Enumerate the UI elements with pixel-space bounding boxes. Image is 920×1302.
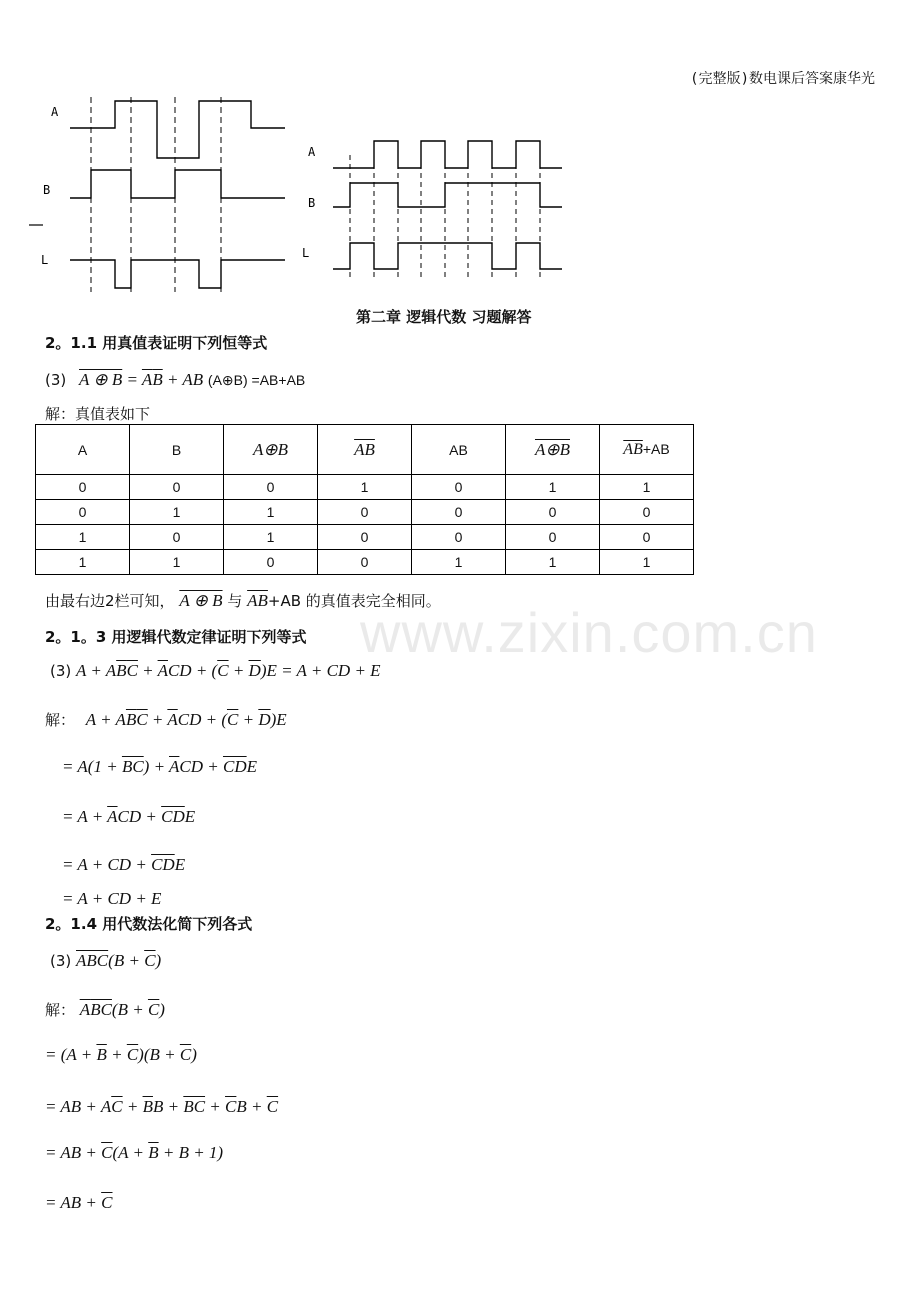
table-cell: 1 <box>506 475 600 500</box>
solution-2-1-3-line-4: = A + CD + E <box>62 889 162 908</box>
solution-2-1-4-line-2: = AB + $A\overline{C} + \overline{B}B + \overline{BC} + \overline{C}B + \overline{C}$ <box>45 1097 279 1116</box>
wave-left-label-a: A <box>51 105 59 119</box>
solution-intro: 解：真值表如下 <box>45 405 151 423</box>
wave-left-label-b: B <box>43 183 51 197</box>
truth-table-header-row <box>36 425 694 475</box>
waveform-diagram-left <box>25 92 325 302</box>
wave-left-label-l: L <box>41 253 49 267</box>
table-row <box>36 525 694 550</box>
conclusion-part-a: 由最右边2栏可知， <box>45 592 175 610</box>
problem-number: (3) <box>50 662 72 680</box>
table-cell: 0 <box>36 475 130 500</box>
page-header: (完整版)数电课后答案康华光 <box>690 71 875 87</box>
conclusion-part-b: 与 <box>227 592 243 610</box>
conclusion-nota-notb: $\overline{AB}$ <box>247 591 268 610</box>
table-cell: 1 <box>600 550 694 575</box>
table-cell: 0 <box>506 525 600 550</box>
table-cell: 1 <box>36 550 130 575</box>
table-cell: 1 <box>130 500 224 525</box>
problem-number: (3) <box>50 952 72 970</box>
problem-2-1-3-equation: $A + A\overline{B}\overline{C} + \overline{A}CD + (\overline{C} + \overline{D})E = A$ + CD + E <box>76 661 381 680</box>
watermark: www.zixin.com.cn <box>360 601 818 664</box>
table-cell: 1 <box>224 525 318 550</box>
wave-right-label-l: L <box>302 246 310 260</box>
section-title-2-1-4: 2。1.4 用代数法化简下列各式 <box>45 915 253 933</box>
solution-2-1-3-line-1: = $A(1 + \overline{BC}) + \overline{A}CD + \overline{CD}E$ <box>62 757 257 776</box>
solution-2-1-4-line-4: = AB + $\overline{C}$ <box>45 1193 113 1212</box>
equation-rhs: + AB <box>162 370 204 389</box>
waveform-diagram-right <box>300 135 590 285</box>
equation-paren: (A⊕B) =AB+AB <box>207 372 306 388</box>
table-cell: 0 <box>412 500 506 525</box>
table-cell: 0 <box>36 500 130 525</box>
table-row <box>36 500 694 525</box>
table-cell: 1 <box>130 550 224 575</box>
solution-2-1-4-line-3: = AB + $\overline{C}(A + \overline{B} + B + 1)$ <box>45 1143 224 1162</box>
table-row <box>36 475 694 500</box>
table-cell: 1 <box>506 550 600 575</box>
problem-2-1-3-statement <box>50 661 381 681</box>
conclusion-part-c: +AB 的真值表完全相同。 <box>267 592 441 610</box>
header-ab: AB <box>412 425 506 475</box>
wave-right-label-a: A <box>308 145 316 159</box>
header-nota-notb-text: $\overline{AB}$ <box>354 439 375 459</box>
truth-table <box>35 424 694 575</box>
table-cell: 0 <box>224 550 318 575</box>
table-cell: 0 <box>130 475 224 500</box>
wave-right-label-b: B <box>308 196 316 210</box>
table-cell: 0 <box>318 550 412 575</box>
solution-2-1-3-line-3: = A + CD + $\overline{CD}E$ <box>62 855 186 874</box>
header-sum: $\overline{AB}+AB$ <box>600 425 694 475</box>
solution-2-1-4-line-1: = $(A + \overline{B} + \overline{C})(B + \overline{C})$ <box>45 1045 197 1064</box>
table-cell: 1 <box>36 525 130 550</box>
chapter-title: 第二章 逻辑代数 习题解答 <box>356 308 532 326</box>
table-row <box>36 550 694 575</box>
table-cell: 0 <box>412 475 506 500</box>
header-xnor-text: A⊕B <box>534 439 570 459</box>
table-cell: 0 <box>412 525 506 550</box>
table-cell: 0 <box>318 525 412 550</box>
solution-label: 解： <box>45 1001 76 1019</box>
problem-2-1-4-statement: (3) $ABC(B + \overline{C})$ <box>50 951 162 970</box>
table-cell: 1 <box>224 500 318 525</box>
table-cell: 0 <box>506 500 600 525</box>
table-cell: 0 <box>600 525 694 550</box>
header-b: B <box>130 425 224 475</box>
problem-2-1-1-statement <box>45 370 305 390</box>
solution-2-1-4-first: 解： $ABC(B + \overline{C})$ <box>45 1000 165 1019</box>
equation-lhs: A ⊕ $B = \overline{A}\overline{B}$ + AB <box>79 370 204 389</box>
table-cell: 1 <box>318 475 412 500</box>
header-xnor <box>506 425 600 475</box>
solution-label: 解： <box>45 711 76 729</box>
solution-2-1-3-line-2: = $A + \overline{A}CD + \overline{CD}E$ <box>62 807 196 826</box>
table-cell: 0 <box>130 525 224 550</box>
equals: = <box>122 370 142 389</box>
table-cell: 0 <box>600 500 694 525</box>
conclusion-xnor: A ⊕ B <box>179 591 223 610</box>
table-cell: 0 <box>318 500 412 525</box>
section-title-2-1-3: 2。1。3 用逻辑代数定律证明下列等式 <box>45 628 307 646</box>
problem-number: (3) <box>45 371 67 389</box>
table-cell: 1 <box>412 550 506 575</box>
section-title-2-1-1: 2。1.1 用真值表证明下列恒等式 <box>45 334 268 352</box>
table-cell: 0 <box>224 475 318 500</box>
table-cell: 1 <box>600 475 694 500</box>
header-nota-notb <box>318 425 412 475</box>
solution-2-1-3-first: 解： $A + A\overline{B}\overline{C} + \overline{A}CD + (\overline{C} + \overline{D})E$ <box>45 710 287 729</box>
header-a: A <box>36 425 130 475</box>
header-a-xor-b: A⊕B <box>224 425 318 475</box>
